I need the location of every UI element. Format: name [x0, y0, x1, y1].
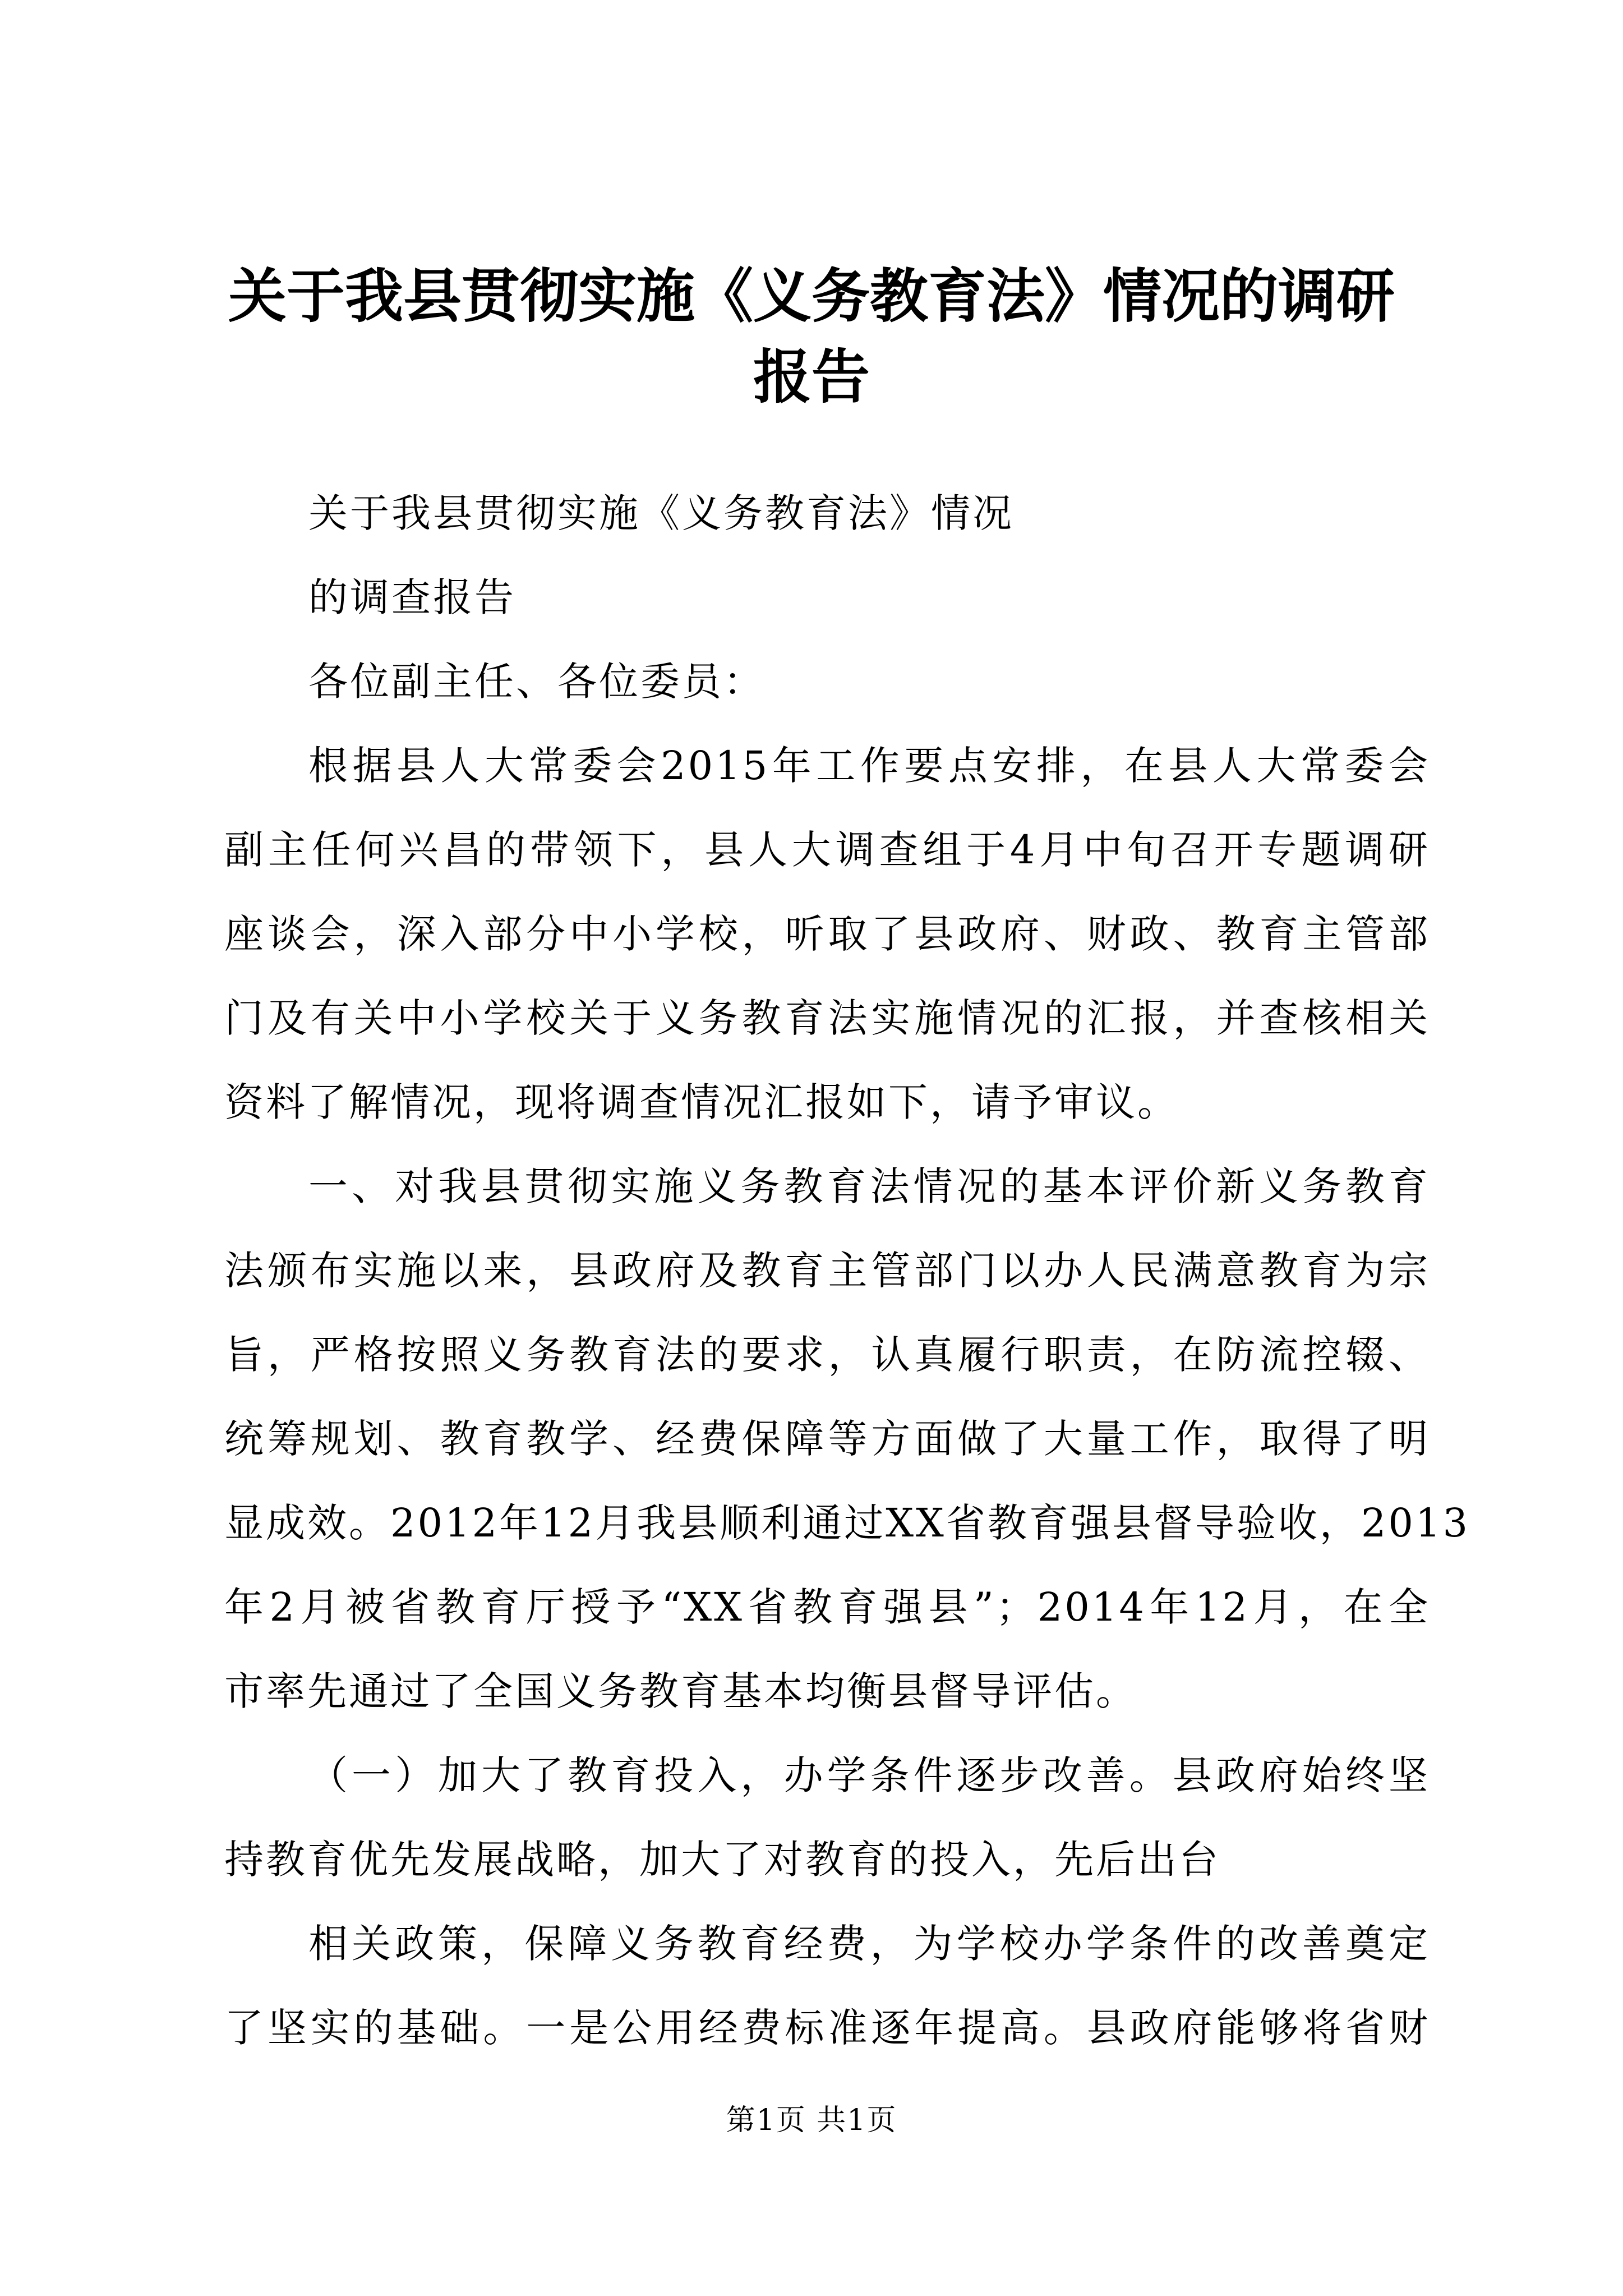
subtitle-line-2: 的调查报告 [308, 574, 516, 620]
salutation: 各位副主任、各位委员： [308, 659, 765, 705]
paragraph-line: 相关政策，保障义务教育经费，为学校办学条件的改善奠定 [308, 1921, 1430, 1967]
paragraph-line: 一、对我县贯彻实施义务教育法情况的基本评价新义务教育 [308, 1163, 1430, 1209]
paragraph-line: 资料了解情况，现将调查情况汇报如下，请予审议。 [224, 1079, 1179, 1125]
paragraph-line: 市率先通过了全国义务教育基本均衡县督导评估。 [224, 1668, 1137, 1714]
paragraph-line: 副主任何兴昌的带领下，县人大调查组于4月中旬召开专题调研 [224, 827, 1430, 873]
paragraph-line: 座谈会，深入部分中小学校，听取了县政府、财政、教育主管部 [224, 911, 1430, 957]
paragraph-line: 法颁布实施以来，县政府及教育主管部门以办人民满意教育为宗 [224, 1248, 1430, 1294]
page-footer: 第1页 共1页 [726, 2104, 897, 2137]
paragraph-line: 了坚实的基础。一是公用经费标准逐年提高。县政府能够将省财 [224, 2005, 1430, 2051]
paragraph-line: 显成效。2012年12月我县顺利通过XX省教育强县督导验收，2013 [224, 1500, 1470, 1546]
paragraph-line: 年2月被省教育厅授予“XX省教育强县”；2014年12月，在全 [224, 1584, 1430, 1630]
paragraph-line: 根据县人大常委会2015年工作要点安排，在县人大常委会 [308, 743, 1430, 789]
paragraph-line: 旨，严格按照义务教育法的要求，认真履行职责，在防流控辍、 [224, 1332, 1430, 1378]
paragraph-line: 持教育优先发展战略，加大了对教育的投入，先后出台 [224, 1837, 1220, 1883]
paragraph-line: （一）加大了教育投入，办学条件逐步改善。县政府始终坚 [308, 1752, 1430, 1798]
document-title-line-1: 关于我县贯彻实施《义务教育法》情况的调研 [228, 261, 1395, 330]
document-body [224, 471, 1470, 2070]
document-title-line-2: 报告 [753, 342, 870, 411]
paragraph-line: 统筹规划、教育教学、经费保障等方面做了大量工作，取得了明 [224, 1416, 1430, 1462]
subtitle-line-1: 关于我县贯彻实施《义务教育法》情况 [308, 490, 1014, 536]
paragraph-line: 门及有关中小学校关于义务教育法实施情况的汇报，并查核相关 [224, 995, 1430, 1041]
